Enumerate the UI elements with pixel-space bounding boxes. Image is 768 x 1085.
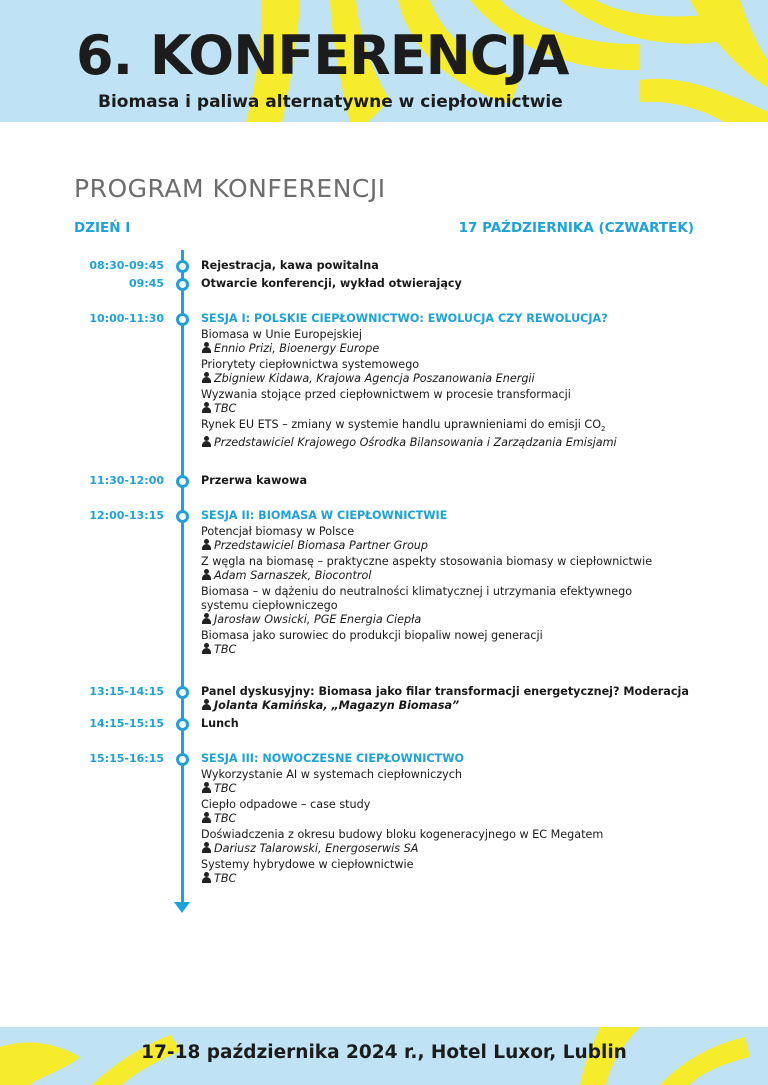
- talk-item: [201, 858, 671, 886]
- speaker-name: TBC: [214, 872, 237, 885]
- speaker-name: Adam Sarnaszek, Biocontrol: [214, 569, 372, 582]
- item-label: Przerwa kawowa: [201, 474, 308, 487]
- item-label: Lunch: [201, 717, 239, 730]
- talk-title: Biomasa jako surowiec do produkcji biopaliw nowej generacji: [201, 629, 543, 642]
- time-slot: 10:00-11:30: [89, 312, 164, 325]
- timeline-dot-icon: [176, 718, 189, 731]
- person-icon: [201, 643, 211, 654]
- session-title: SESJA I: POLSKIE CIEPŁOWNICTWO: EWOLUCJA CZY REWOLUCJA?: [201, 312, 608, 325]
- timeline-line: [181, 250, 184, 902]
- talk-item: [201, 629, 671, 657]
- person-icon: [201, 872, 211, 883]
- talk-item: [201, 798, 671, 826]
- person-icon: [201, 402, 211, 413]
- timeline-dot-icon: [176, 278, 189, 291]
- talk-speaker: [201, 643, 671, 657]
- talk-title: Biomasa w Unie Europejskiej: [201, 328, 363, 341]
- talk-title: Z węgla na biomasę – praktyczne aspekty stosowania biomasy w ciepłownictwie: [201, 555, 653, 568]
- time-slot: 14:15-15:15: [89, 717, 164, 730]
- talk-item: [201, 418, 671, 450]
- talk-title: Systemy hybrydowe w ciepłownictwie: [201, 858, 414, 871]
- talk-speaker: [201, 613, 671, 627]
- person-icon: [201, 569, 211, 580]
- time-slot: 11:30-12:00: [89, 474, 164, 487]
- footer-banner: [0, 1027, 768, 1085]
- talk-speaker: [201, 539, 671, 553]
- person-icon: [201, 539, 211, 550]
- talk-item: [201, 768, 671, 796]
- person-icon: [201, 342, 211, 353]
- timeline-dot-icon: [176, 475, 189, 488]
- talk-item: [201, 585, 671, 627]
- timeline-dot-icon: [176, 260, 189, 273]
- event-date-location: 17-18 października 2024 r., Hotel Luxor, Lublin: [141, 1042, 627, 1063]
- timeline-arrow-icon: [174, 902, 190, 913]
- conference-subtitle: Biomasa i paliwa alternatywne w ciepłownictwie: [98, 92, 563, 112]
- talk-title: Ciepło odpadowe – case study: [201, 798, 371, 811]
- time-slot: 08:30-09:45: [89, 259, 164, 272]
- speaker-name: TBC: [214, 402, 237, 415]
- talk-title: Biomasa – w dążeniu do neutralności klimatycznej i utrzymania efektywnego systemu ciepłowniczego: [201, 585, 633, 612]
- talk-item: [201, 358, 671, 386]
- person-icon: [201, 699, 211, 710]
- talk-speaker: [201, 699, 671, 713]
- timeline-dot-icon: [176, 313, 189, 326]
- talk-item: [201, 828, 671, 856]
- time-slot: 09:45: [128, 277, 164, 290]
- person-icon: [201, 842, 211, 853]
- talk-speaker: [201, 436, 671, 450]
- time-slot: 15:15-16:15: [89, 752, 164, 765]
- speaker-name: TBC: [214, 643, 237, 656]
- talk-speaker: [201, 872, 671, 886]
- timeline-dot-icon: [176, 686, 189, 699]
- talk-item: [201, 388, 671, 416]
- header-banner: [0, 0, 768, 122]
- talk-title: Rynek EU ETS – zmiany w systemie handlu uprawnieniami do emisji $CO_2$: [201, 418, 606, 434]
- speaker-name: Zbigniew Kidawa, Krajowa Agencja Poszanowania Energii: [214, 372, 535, 385]
- talk-item: [201, 328, 671, 356]
- speaker-name: Jolanta Kamińska, „Magazyn Biomasa”: [214, 699, 460, 712]
- time-slot: 13:15-14:15: [89, 685, 164, 698]
- person-icon: [201, 372, 211, 383]
- session-title: SESJA III: NOWOCZESNE CIEPŁOWNICTWO: [201, 752, 465, 765]
- talk-speaker: [201, 782, 671, 796]
- session-title: SESJA II: BIOMASA W CIEPŁOWNICTWIE: [201, 509, 448, 522]
- talk-item: [201, 555, 671, 583]
- program-title: PROGRAM KONFERENCJI: [74, 174, 386, 203]
- timeline-dot-icon: [176, 753, 189, 766]
- talk-title: Doświadczenia z okresu budowy bloku kogeneracyjnego w EC Megatem: [201, 828, 604, 841]
- person-icon: [201, 782, 211, 793]
- item-label: Otwarcie konferencji, wykład otwierający: [201, 277, 462, 290]
- talk-speaker: [201, 342, 671, 356]
- speaker-name: Przedstawiciel Biomasa Partner Group: [214, 539, 428, 552]
- talk-speaker: [201, 569, 671, 583]
- person-icon: [201, 436, 211, 447]
- day-label: DZIEŃ I: [74, 220, 131, 236]
- talk-item: [201, 525, 671, 553]
- speaker-name: TBC: [214, 812, 237, 825]
- speaker-name: Jarosław Owsicki, PGE Energia Ciepła: [214, 613, 422, 626]
- item-label: Panel dyskusyjny: Biomasa jako filar transformacji energetycznej? Moderacja: [201, 685, 689, 698]
- talk-speaker: [201, 842, 671, 856]
- conference-title: 6. KONFERENCJA: [76, 24, 569, 87]
- talk-title: Wykorzystanie AI w systemach ciepłowniczych: [201, 768, 463, 781]
- person-icon: [201, 812, 211, 823]
- talk-speaker: [201, 402, 671, 416]
- talk-title: Potencjał biomasy w Polsce: [201, 525, 355, 538]
- speaker-name: Ennio Prizi, Bioenergy Europe: [214, 342, 380, 355]
- time-slot: 12:00-13:15: [89, 509, 164, 522]
- speaker-name: Dariusz Talarowski, Energoserwis SA: [214, 842, 419, 855]
- timeline-dot-icon: [176, 510, 189, 523]
- talk-title: Priorytety ciepłownictwa systemowego: [201, 358, 420, 371]
- talk-speaker: [201, 812, 671, 826]
- day-date: 17 PAŹDZIERNIKA (CZWARTEK): [458, 220, 694, 236]
- speaker-name: TBC: [214, 782, 237, 795]
- talk-speaker: [201, 372, 671, 386]
- speaker-name: Przedstawiciel Krajowego Ośrodka Bilansowania i Zarządzania Emisjami: [214, 436, 617, 450]
- person-icon: [201, 613, 211, 624]
- talk-title: Wyzwania stojące przed ciepłownictwem w procesie transformacji: [201, 388, 571, 401]
- item-label: Rejestracja, kawa powitalna: [201, 259, 379, 272]
